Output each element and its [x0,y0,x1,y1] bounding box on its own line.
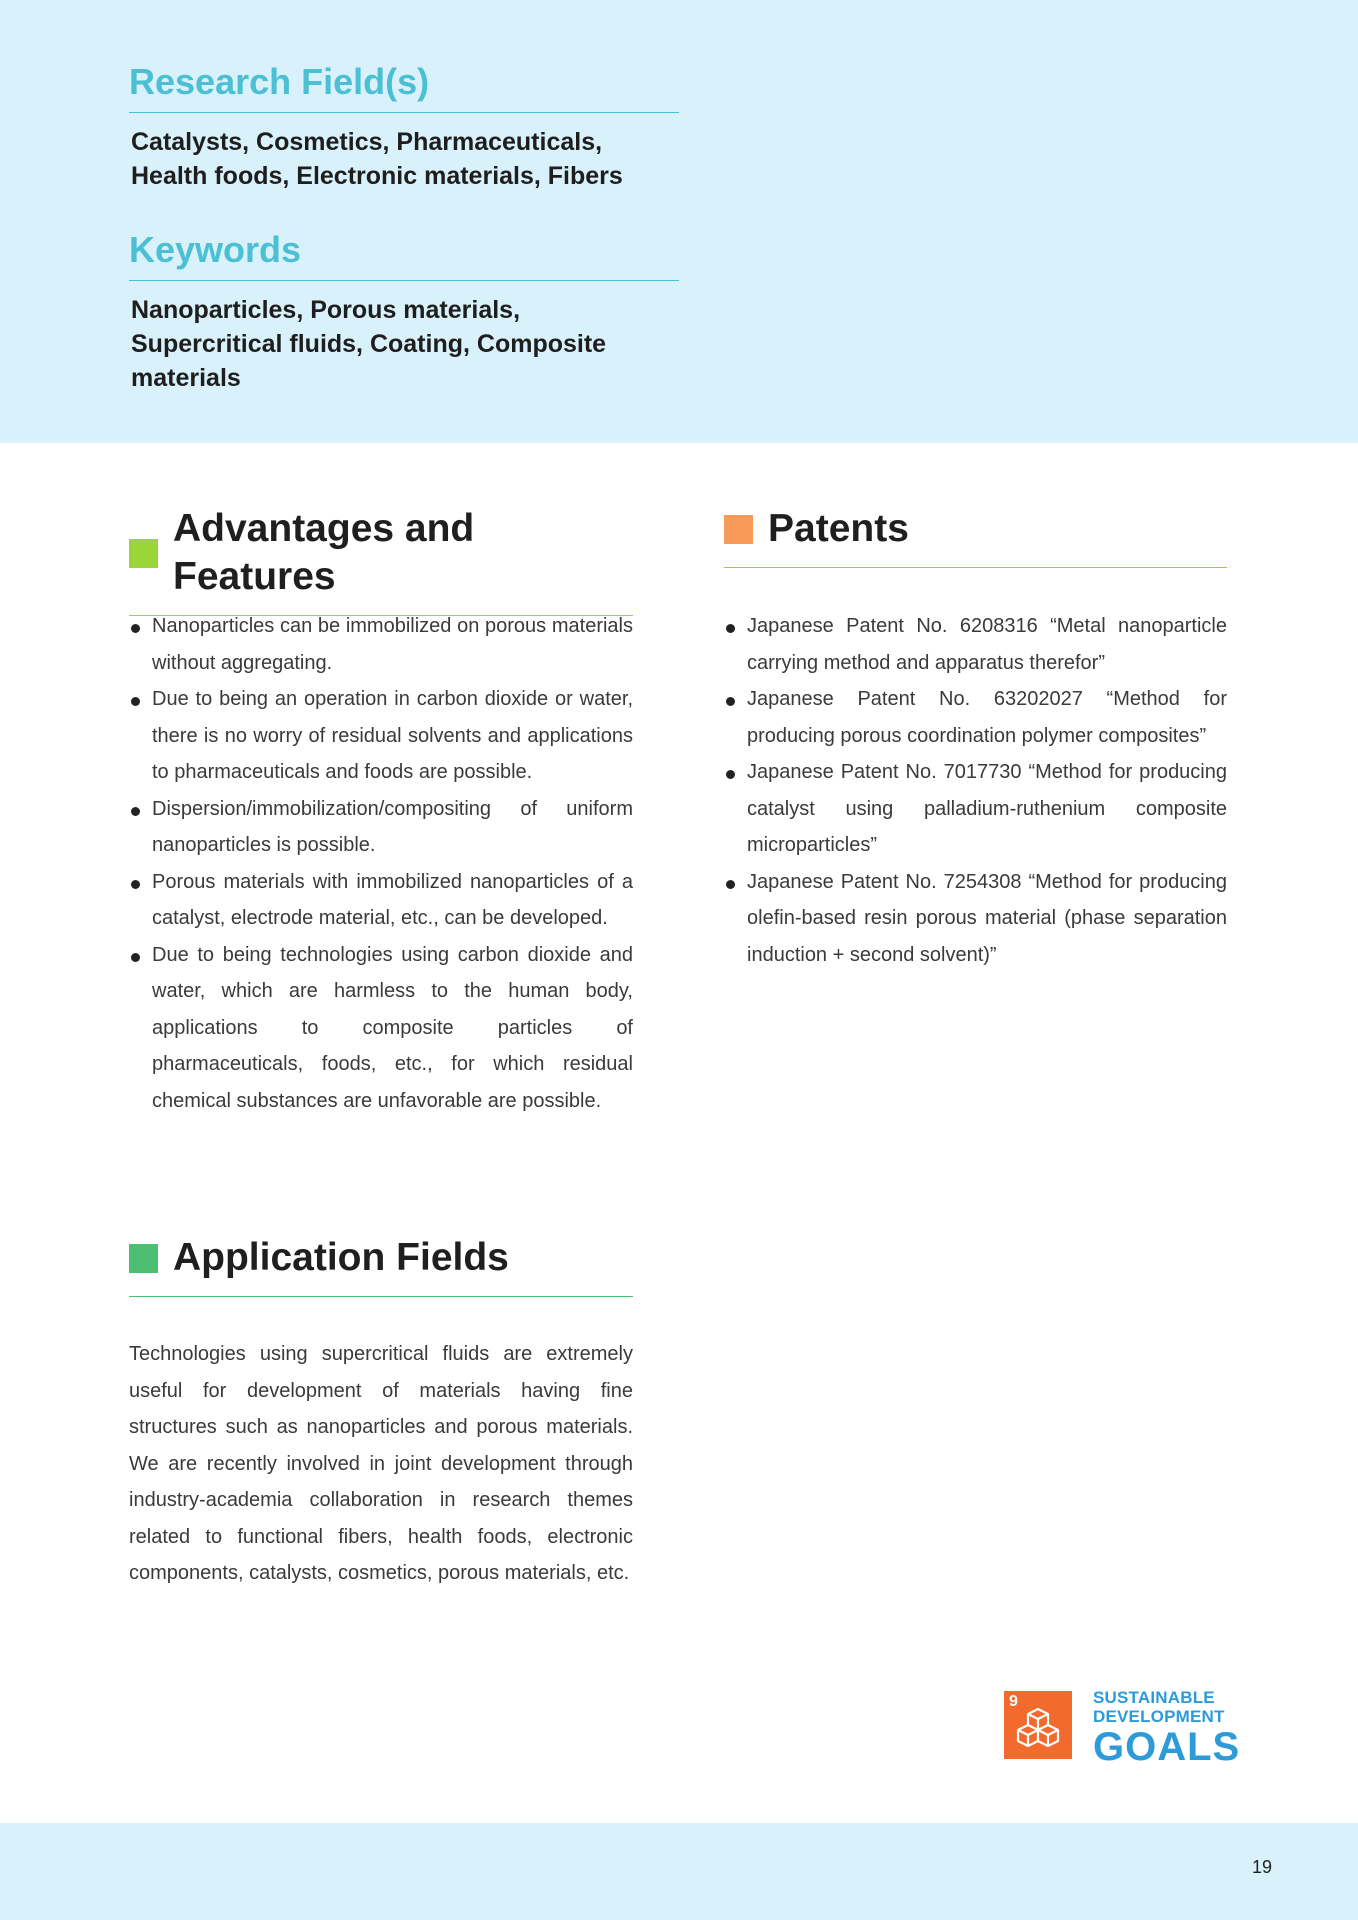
list-item-text: Due to being an operation in carbon dioxide or water, there is no worry of residual solvents and applications to pharmaceuticals and foods are possible. [152,688,633,783]
keywords-line: Nanoparticles, Porous materials, [131,296,521,324]
sdg-goal-9-tile [1004,1691,1072,1759]
research-fields-text [131,125,679,193]
patents-square-icon [724,515,753,544]
list-item [129,937,633,1120]
bullet-icon [726,880,735,889]
list-item-text: Porous materials with immobilized nanoparticles of a catalyst, electrode material, etc., can be developed. [152,870,633,929]
application-header [129,1234,633,1297]
sdg-tile-number: 9 [1009,1693,1018,1710]
list-item [724,754,1227,864]
bullet-icon [131,624,140,633]
keywords-heading: Keywords [129,228,679,281]
bullet-icon [726,697,735,706]
advantages-title: Advantages and Features [173,507,475,598]
patents-title: Patents [768,507,909,550]
sdg-logo [1093,1688,1241,1769]
application-title: Application Fields [173,1236,509,1279]
list-item [724,608,1227,681]
keywords-block [129,228,679,395]
keywords-line: materials [131,364,241,392]
research-fields-line: Health foods, Electronic materials, Fibers [131,162,623,190]
list-item-text: Japanese Patent No. 6208316 “Metal nanoparticle carrying method and apparatus therefor” [747,615,1227,674]
list-item [129,791,633,864]
bullet-icon [131,697,140,706]
list-item [129,864,633,937]
sdg-logo-goals: GOALS [1093,1725,1241,1769]
application-square-icon [129,1244,158,1273]
list-item [129,608,633,681]
patents-header [724,505,1227,568]
list-item-text: Japanese Patent No. 7017730 “Method for producing catalyst using palladium-ruthenium composite microparticles” [747,761,1227,856]
research-fields-line: Catalysts, Cosmetics, Pharmaceuticals, [131,128,603,156]
footer-band [0,1823,1358,1920]
list-item [724,681,1227,754]
page-number: 19 [1251,1857,1272,1877]
list-item [724,864,1227,974]
advantages-list [129,608,633,1119]
list-item-text: Japanese Patent No. 7254308 “Method for producing olefin-based resin porous material (phase separation induction + second solvent)” [747,870,1227,966]
list-item-text: Due to being technologies using carbon dioxide and water, which are harmless to the human body, applications to composite particles of pharmaceuticals, foods, etc., for which residual chemical substances are unfavorable are possible. [152,943,633,1112]
bullet-icon [726,770,735,779]
bullet-icon [131,953,140,962]
bullet-icon [131,880,140,889]
research-fields-block [129,60,679,193]
research-fields-heading: Research Field(s) [129,60,679,113]
list-item [129,681,633,791]
advantages-square-icon [129,539,158,568]
patents-list [724,608,1227,973]
sdg-logo-line1: SUSTAINABLE [1093,1688,1215,1707]
advantages-header [129,505,633,616]
industry-cubes-icon [1004,1691,1072,1759]
list-item-text: Dispersion/immobilization/compositing of uniform nanoparticles is possible. [152,797,633,856]
bullet-icon [726,624,735,633]
bullet-icon [131,807,140,816]
list-item-text: Japanese Patent No. 63202027 “Method for producing porous coordination polymer composites” [747,688,1227,747]
keywords-text [131,293,679,395]
keywords-line: Supercritical fluids, Coating, Composite [131,330,607,358]
sdg-logo-line2: DEVELOPMENT [1093,1707,1225,1726]
list-item-text: Nanoparticles can be immobilized on porous materials without aggregating. [152,615,633,674]
application-paragraph: Technologies using supercritical fluids are extremely useful for development of materials having fine structures such as nanoparticles and porous materials. We are recently involved in joint development through industry-academia collaboration in research themes related to functional fibers, health foods, electronic components, catalysts, cosmetics, porous materials, etc. [129,1343,633,1584]
